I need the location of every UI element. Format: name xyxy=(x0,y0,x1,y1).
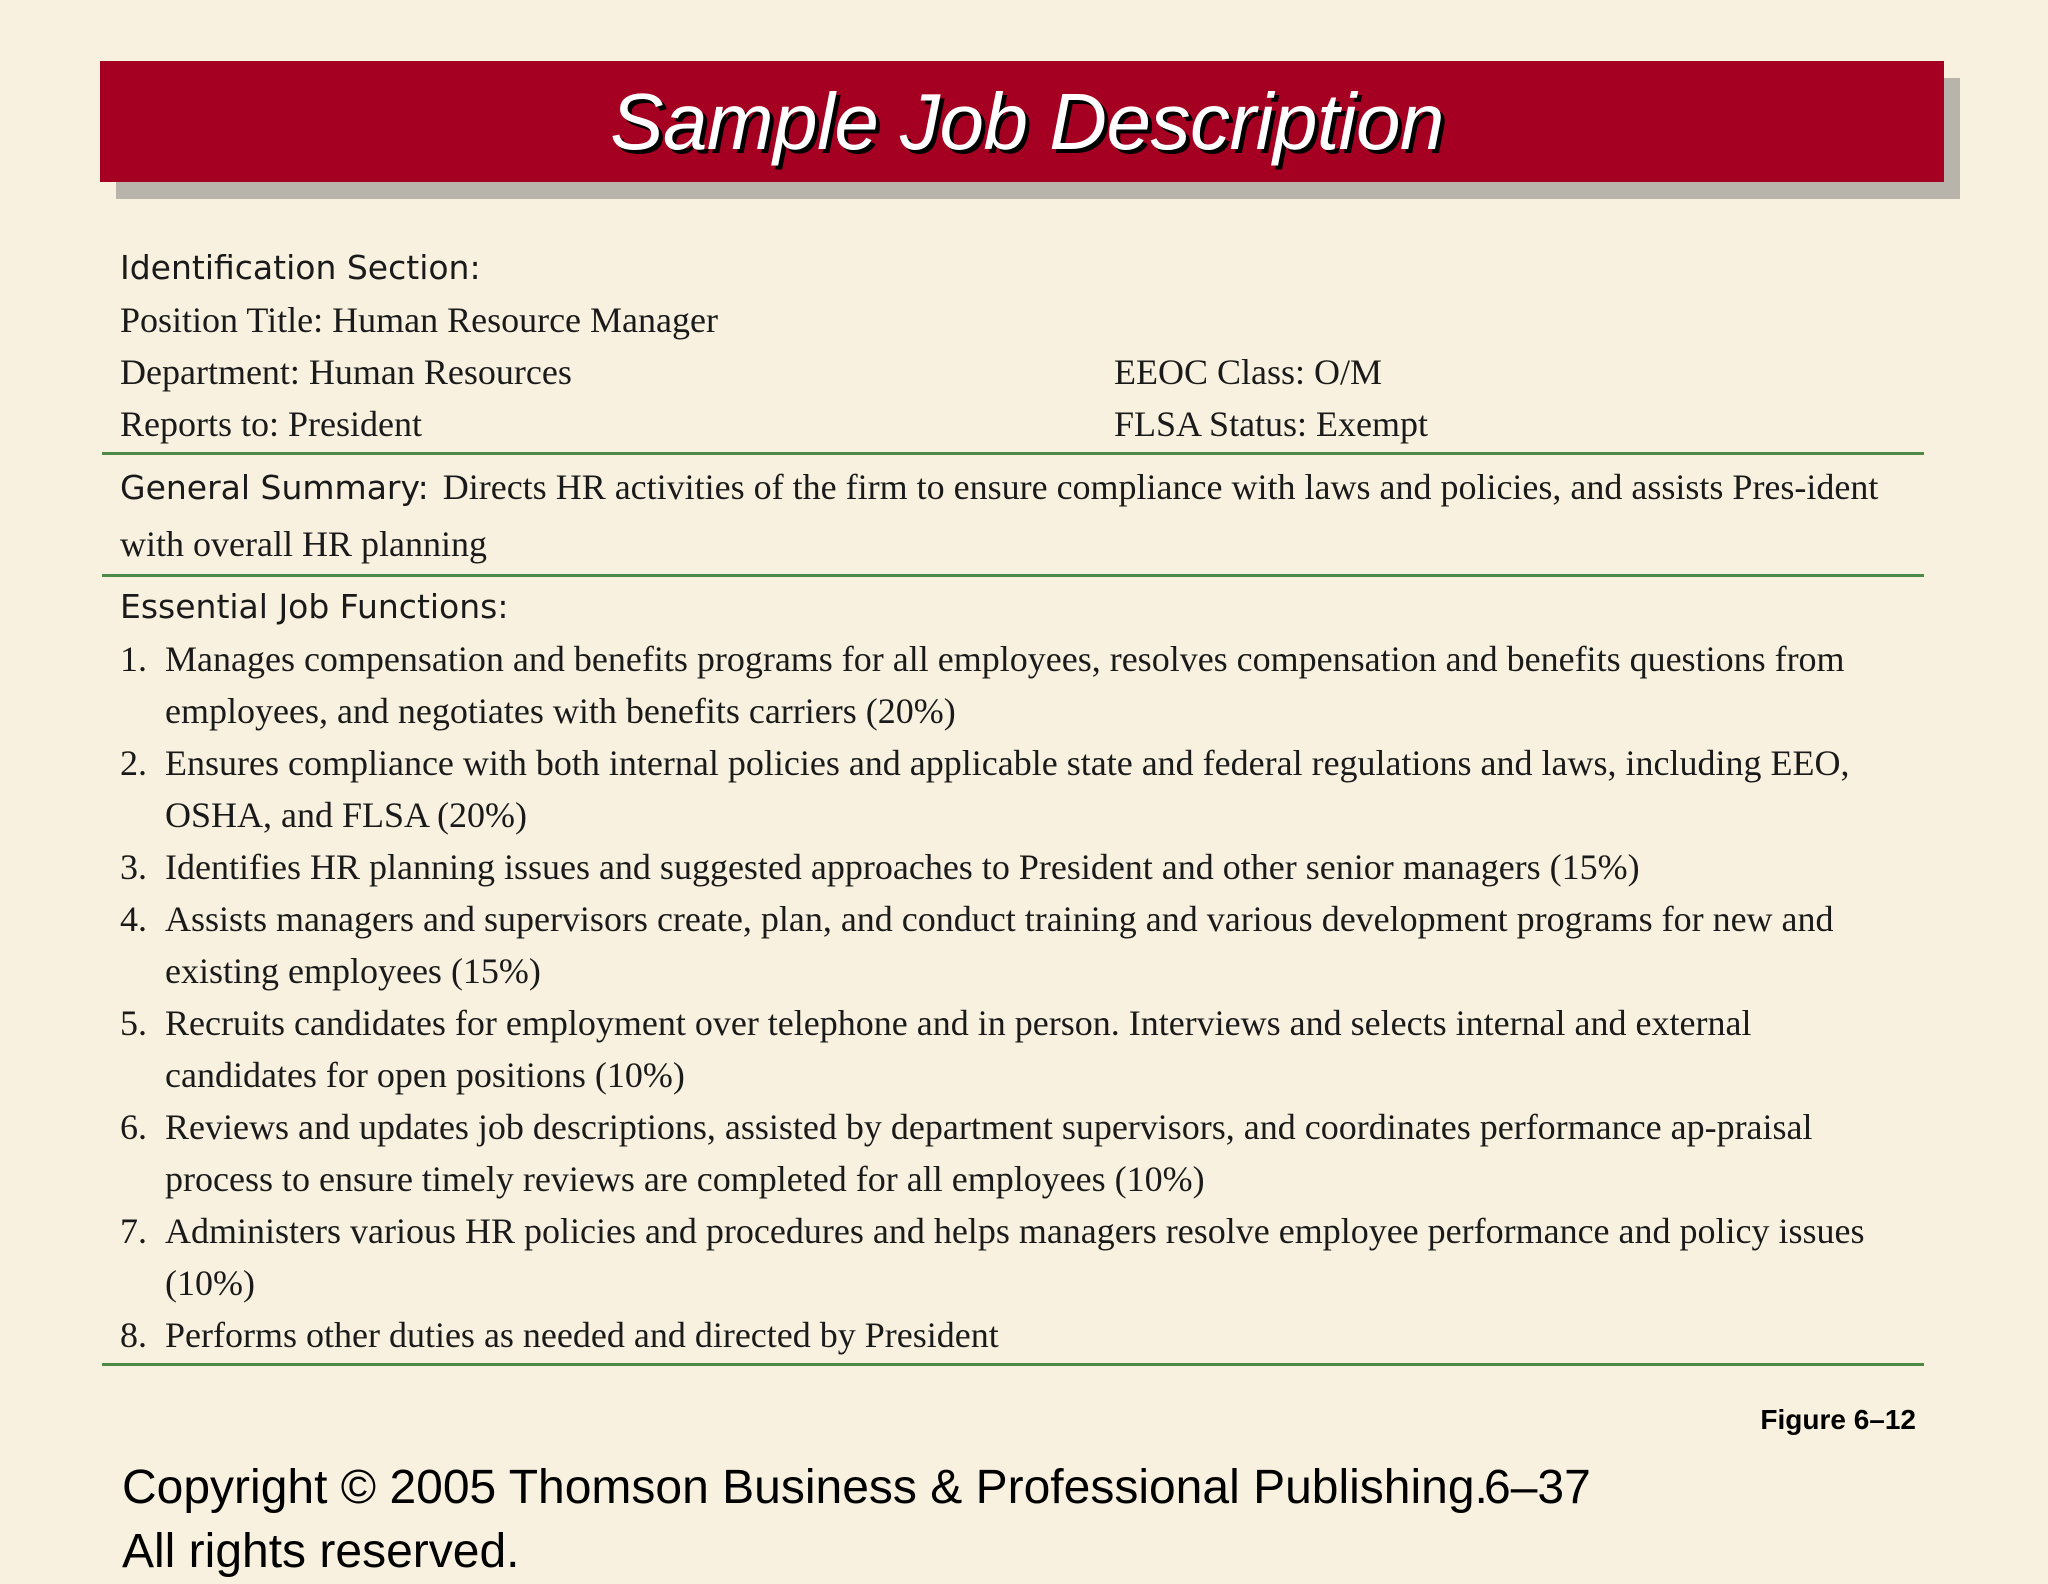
general-summary-heading: General Summary: xyxy=(120,468,429,507)
essential-functions-section xyxy=(102,581,1924,1361)
item-number: 5. xyxy=(120,1003,147,1043)
list-item xyxy=(120,1309,1924,1361)
list-item xyxy=(120,1101,1924,1205)
job-description-document xyxy=(102,242,1924,1370)
item-number: 4. xyxy=(120,899,147,939)
reports-to-row xyxy=(120,398,1924,450)
item-text: Performs other duties as needed and directed by President xyxy=(165,1315,999,1355)
position-title: Position Title: Human Resource Manager xyxy=(120,300,718,340)
flsa-status: FLSA Status: Exempt xyxy=(1114,404,1429,444)
figure-label: Figure 6–12 xyxy=(1760,1404,1916,1435)
page-number: 6–37 xyxy=(1484,1461,1591,1514)
list-item xyxy=(120,1205,1924,1309)
section-divider xyxy=(102,574,1924,577)
list-item xyxy=(120,633,1924,737)
item-text: Administers various HR policies and procedures and helps managers resolve employee performance and policy issues (10%) xyxy=(165,1211,1865,1303)
function-list xyxy=(120,633,1924,1361)
list-item xyxy=(120,893,1924,997)
title-bar xyxy=(100,61,1944,182)
identification-section xyxy=(102,242,1924,450)
item-text: Identifies HR planning issues and suggested approaches to President and other senior managers (15%) xyxy=(165,847,1640,887)
item-number: 7. xyxy=(120,1211,147,1251)
item-number: 2. xyxy=(120,743,147,783)
general-summary-text: Directs HR activities of the firm to ensure compliance with laws and policies, and assists Pres-ident with overall HR planning xyxy=(120,467,1879,564)
section-divider xyxy=(102,452,1924,455)
item-number: 6. xyxy=(120,1107,147,1147)
slide-title: Sample Job Description xyxy=(610,76,1444,166)
general-summary xyxy=(120,459,1924,572)
department: Department: Human Resources xyxy=(120,352,572,392)
identification-heading: Identification Section: xyxy=(120,248,481,287)
list-item xyxy=(120,997,1924,1101)
item-number: 3. xyxy=(120,847,147,887)
list-item xyxy=(120,841,1924,893)
item-number: 8. xyxy=(120,1315,147,1355)
item-text: Recruits candidates for employment over telephone and in person. Interviews and selects internal and external candidates for open positions (10%) xyxy=(165,1003,1752,1095)
item-text: Assists managers and supervisors create, plan, and conduct training and various development programs for new and existing employees (15%) xyxy=(165,899,1834,991)
eeoc-class: EEOC Class: O/M xyxy=(1114,352,1383,392)
item-text: Manages compensation and benefits programs for all employees, resolves compensation and benefits questions from employees, and negotiates with benefits carriers (20%) xyxy=(165,639,1845,731)
item-text: Ensures compliance with both internal policies and applicable state and federal regulations and laws, including EEO, OSHA, and FLSA (20%) xyxy=(165,743,1850,835)
essential-functions-heading: Essential Job Functions: xyxy=(120,587,509,626)
list-item xyxy=(120,737,1924,841)
section-divider xyxy=(102,1363,1924,1366)
department-row xyxy=(120,346,1924,398)
item-text: Reviews and updates job descriptions, assisted by department supervisors, and coordinates performance ap-praisal process to ensure timely reviews are completed for all employees (10%) xyxy=(165,1107,1813,1199)
general-summary-section xyxy=(102,459,1924,572)
item-number: 1. xyxy=(120,639,147,679)
reports-to: Reports to: President xyxy=(120,404,422,444)
copyright-notice: Copyright © 2005 Thomson Business & Professional Publishing. All rights reserved. xyxy=(122,1461,1488,1578)
